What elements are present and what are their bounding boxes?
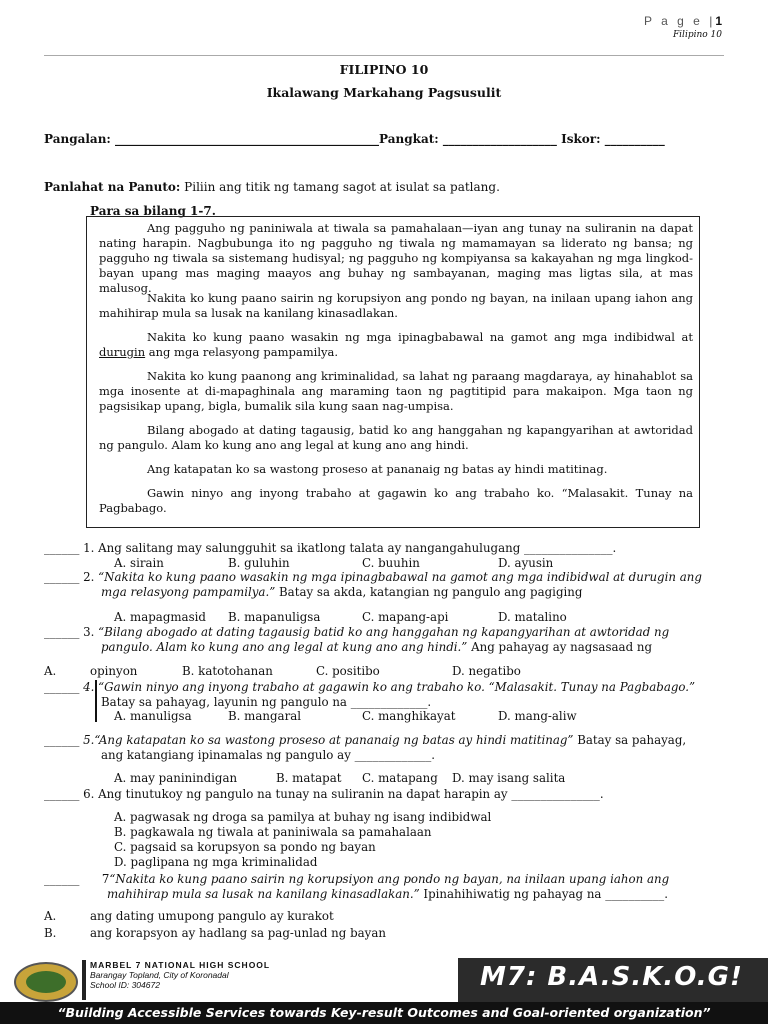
choice: A. may paninindigan xyxy=(114,771,238,785)
choice: D. ayusin xyxy=(498,556,554,570)
choice: C. pagsaid sa korupsyon sa pondo ng bayan xyxy=(114,840,376,854)
choice: B. mapanuligsa xyxy=(228,610,321,624)
answer-blank[interactable]: ______ xyxy=(44,680,80,694)
choice: C. buuhin xyxy=(362,556,420,570)
page-number xyxy=(644,14,722,28)
page-subtitle: Ikalawang Markahang Pagsusulit xyxy=(266,85,502,100)
name-label: Pangalan: xyxy=(44,132,111,146)
choice: B. pagkawala ng tiwala at paniniwala sa pamahalaan xyxy=(114,825,432,839)
question-quote: “Nakita ko kung paano wasakin ng mga ipinagbabawal na gamot ang mga indibidwal at durugin ang xyxy=(98,570,702,584)
subject-tag: Filipino 10 xyxy=(672,30,722,40)
footer xyxy=(0,958,768,1024)
section-field[interactable]: ___________________ xyxy=(442,132,557,146)
question-2-cont xyxy=(101,585,582,599)
choice: D. paglipana ng mga kriminalidad xyxy=(114,855,318,869)
passage-paragraph: Ang katapatan ko sa wastong proseso at pananaig ng batas ay hindi matitinag. xyxy=(147,462,608,476)
choice: A. sirain xyxy=(114,556,164,570)
student-fields xyxy=(44,132,665,146)
choice: D. mang-aliw xyxy=(498,709,577,723)
answer-blank[interactable]: ______ xyxy=(44,733,80,747)
question-number: 5. xyxy=(83,733,95,747)
name-field[interactable]: ____________________________________________ xyxy=(115,132,380,146)
school-logo-icon xyxy=(14,962,78,1002)
directions-label: Panlahat na Panuto: xyxy=(44,180,181,194)
question-text: Ang tinutukoy ng pangulo na tunay na suliranin na dapat harapin ay _______________. xyxy=(98,787,604,801)
brand-banner xyxy=(458,958,768,1002)
question-text: Ipinahihiwatig ng pahayag na __________. xyxy=(419,887,668,901)
passage-paragraph: Nakita ko kung paanong ang kriminalidad, sa lahat ng paraang magdaraya, ay hinahablot sa mga inosente at di-mapaghinala ang maraming taon ng pagtitipid para makaipon. Mga taon ng pagsisikap upang, bigla, bumalik sila kung saan nag-umpisa. xyxy=(99,369,693,413)
choice: C. mapang-api xyxy=(362,610,449,624)
choice: C. manghikayat xyxy=(362,709,456,723)
question-number: 1. xyxy=(83,541,95,555)
choice: B. matapat xyxy=(276,771,342,785)
tagline: “Building Accessible Services towards Key-result Outcomes and Goal-oriented organization” xyxy=(0,1002,768,1024)
school-info xyxy=(90,960,270,990)
directions xyxy=(44,180,500,194)
score-label: Iskor: xyxy=(561,132,601,146)
question-number: 6. xyxy=(83,787,95,801)
question-7-cont xyxy=(107,887,668,901)
question-5 xyxy=(44,733,686,747)
question-text: Batay sa akda, katangian ng pangulo ang pagiging xyxy=(275,585,583,599)
choice: D. may isang salita xyxy=(452,771,566,785)
brand-name: M7: B.A.S.K.O.G! xyxy=(480,962,743,992)
choice: C. matapang xyxy=(362,771,438,785)
question-quote: mahihirap mula sa lusak na kanilang kinasadlakan.” xyxy=(107,887,420,901)
question-text: ang katangiang ipinamalas ng pangulo ay _____________. xyxy=(101,748,436,762)
choice: A. mapagmasid xyxy=(114,610,206,624)
section-label: Pangkat: xyxy=(379,132,439,146)
choice: A. pagwasak ng droga sa pamilya at buhay ng isang indibidwal xyxy=(114,810,492,824)
choice-letter: B. xyxy=(44,926,57,940)
choice: C. positibo xyxy=(316,664,380,678)
question-3 xyxy=(44,625,669,639)
school-name: MARBEL 7 NATIONAL HIGH SCHOOL xyxy=(90,960,271,970)
directions-text: Piliin ang titik ng tamang sagot at isulat sa patlang. xyxy=(184,180,500,194)
question-text: Batay sa pahayag, xyxy=(573,733,687,747)
school-address: Barangay Topland, City of Koronadal xyxy=(90,970,229,980)
choice-letter: A. xyxy=(44,909,57,923)
page-num: 1 xyxy=(715,14,722,28)
question-2 xyxy=(44,570,702,584)
answer-blank[interactable]: ______ xyxy=(44,541,80,555)
choice: B. guluhin xyxy=(228,556,290,570)
question-quote: “Nakita ko kung paano sairin ng korupsiyon ang pondo ng bayan, na inilaan upang iahon ang xyxy=(109,872,670,886)
passage-paragraph: Ang pagguho ng paniniwala at tiwala sa pamahalaan—iyan ang tunay na suliranin na dapat nating harapin. Nagbubunga ito ng pagguho ng tiwala ng mamamayan sa liderato ng bansa; ng pagguho ng tiwala sa sistemang hudisyal; ng pagguho ng kompiyansa sa kakayahan ng mga lingkod-bayan upang mas maging maayos ang buhay ng sambayanan, maging mas ligtas sila, at mas malusog. xyxy=(99,221,693,295)
question-text: Ang salitang may salungguhit sa ikatlong talata ay nangangahulugang _______________. xyxy=(98,541,617,555)
score-field[interactable]: __________ xyxy=(604,132,665,146)
question-7 xyxy=(44,872,669,886)
choice: B. mangaral xyxy=(228,709,302,723)
header-divider xyxy=(44,55,724,56)
question-number: 2. xyxy=(83,570,95,584)
school-id: School ID: 304672 xyxy=(90,980,160,990)
page-title: FILIPINO 10 xyxy=(339,62,429,77)
question-text: Batay sa pahayag, layunin ng pangulo na _____________. xyxy=(101,695,432,709)
underlined-word: durugin xyxy=(99,345,146,359)
question-3-cont xyxy=(101,640,652,654)
question-6 xyxy=(44,787,604,801)
question-1 xyxy=(44,541,616,555)
question-quote: “Bilang abogado at dating tagausig batid ko ang hanggahan ng kapangyarihan at awtoridad ng xyxy=(98,625,670,639)
passage-box xyxy=(86,216,700,528)
passage-paragraph: Nakita ko kung paano wasakin ng mga ipinagbabawal na gamot ang mga indibidwal at durugin ang mga relasyong pampamilya. xyxy=(99,330,693,359)
question-number: 3. xyxy=(83,625,95,639)
choice: opinyon xyxy=(90,664,138,678)
choice-letter: A. xyxy=(44,664,57,678)
choice: B. katotohanan xyxy=(182,664,273,678)
passage-heading: Para sa bilang 1-7. xyxy=(90,204,216,218)
question-4 xyxy=(44,680,695,694)
question-quote: pangulo. Alam ko kung ano ang legal at kung ano ang hindi.” xyxy=(101,640,468,654)
page-label: P a g e | xyxy=(644,14,716,28)
choice: D. negatibo xyxy=(452,664,521,678)
question-4-bar xyxy=(95,680,97,722)
choice: D. matalino xyxy=(498,610,567,624)
passage-paragraph: Nakita ko kung paano sairin ng korupsiyon ang pondo ng bayan, na inilaan upang iahon ang mahihirap mula sa lusak na kanilang kinasadlakan. xyxy=(99,291,693,320)
answer-blank[interactable]: ______ xyxy=(44,872,80,886)
footer-divider xyxy=(82,960,86,1000)
question-quote: “Ang katapatan ko sa wastong proseso at pananaig ng batas ay hindi matitinag” xyxy=(94,733,574,747)
question-quote: mga relasyong pampamilya.” xyxy=(101,585,276,599)
choice: A. manuligsa xyxy=(114,709,192,723)
passage-paragraph: Bilang abogado at dating tagausig, batid ko ang hanggahan ng kapangyarihan at awtoridad ng pangulo. Alam ko kung ano ang legal at kung ano ang hindi. xyxy=(99,423,693,452)
question-number: 7 xyxy=(101,872,110,886)
question-quote: “Gawin ninyo ang inyong trabaho at gagawin ko ang trabaho ko. “Malasakit. Tunay na Pagbabago.” xyxy=(98,680,696,694)
passage-paragraph: Gawin ninyo ang inyong trabaho at gagawin ko ang trabaho ko. “Malasakit. Tunay na Pagbabago. xyxy=(99,486,693,515)
question-text: Ang pahayag ay nagsasaad ng xyxy=(467,640,653,654)
answer-blank[interactable]: ______ xyxy=(44,625,80,639)
choice: ang dating umupong pangulo ay kurakot xyxy=(90,909,334,923)
answer-blank[interactable]: ______ xyxy=(44,570,80,584)
question-number: 4. xyxy=(83,680,95,694)
choice: ang korapsyon ay hadlang sa pag-unlad ng bayan xyxy=(90,926,386,940)
answer-blank[interactable]: ______ xyxy=(44,787,80,801)
